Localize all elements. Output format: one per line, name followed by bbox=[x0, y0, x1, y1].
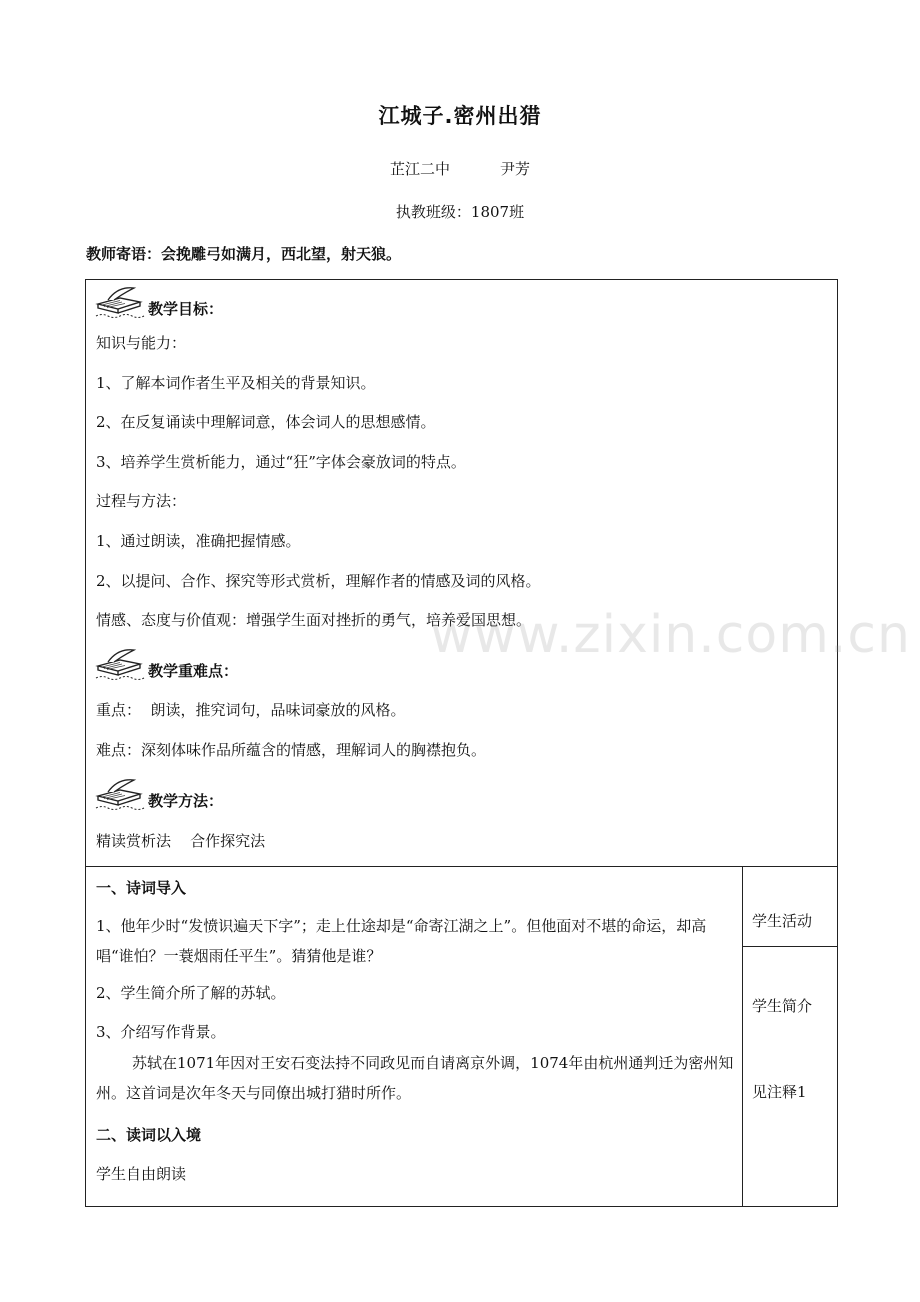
section-1-heading: 一、诗词导入 bbox=[96, 879, 187, 897]
school-name: 芷江二中 bbox=[389, 160, 450, 178]
process-item-1: 1、通过朗读，准确把握情感。 bbox=[96, 532, 301, 550]
teaching-process-table bbox=[85, 866, 838, 1207]
class-line: 执教班级：1807班 bbox=[395, 203, 525, 221]
ability-label: 知识与能力： bbox=[96, 334, 187, 352]
keypoints-heading-text: 教学重难点： bbox=[148, 662, 239, 680]
process-label: 过程与方法： bbox=[96, 492, 187, 510]
intro-item-2: 2、学生简介所了解的苏轼。 bbox=[96, 984, 286, 1002]
methods-line: 精读赏析法 合作探究法 bbox=[96, 832, 266, 850]
section-2-heading: 二、读词以入境 bbox=[96, 1126, 202, 1144]
attitude-line: 情感、态度与价值观：增强学生面对挫折的勇气，培养爱国思想。 bbox=[96, 611, 532, 629]
side-note-activity: 学生活动 bbox=[752, 912, 813, 930]
column-divider bbox=[742, 867, 743, 1206]
goals-heading-text: 教学目标： bbox=[148, 300, 224, 318]
side-row-divider bbox=[743, 946, 838, 947]
book-quill-icon bbox=[94, 284, 146, 318]
ability-item-2: 2、在反复诵读中理解词意，体会词人的思想感情。 bbox=[96, 413, 436, 431]
difficulty-line: 难点：深刻体味作品所蕴含的情感，理解词人的胸襟抱负。 bbox=[96, 741, 487, 759]
intro-item-3: 3、介绍写作背景。 bbox=[96, 1023, 226, 1041]
watermark-text: www.zixin.com.cn bbox=[430, 605, 911, 665]
book-quill-icon bbox=[94, 646, 146, 680]
process-item-2: 2、以提问、合作、探究等形式赏析，理解作者的情感及词的风格。 bbox=[96, 572, 541, 590]
ability-item-3: 3、培养学生赏析能力，通过“狂”字体会豪放词的特点。 bbox=[96, 453, 466, 471]
teacher-motto: 教师寄语：会挽雕弓如满月，西北望，射天狼。 bbox=[86, 245, 402, 263]
ability-item-1: 1、了解本词作者生平及相关的背景知识。 bbox=[96, 374, 376, 392]
reading-item: 学生自由朗读 bbox=[96, 1165, 187, 1183]
teacher-name: 尹芳 bbox=[500, 160, 531, 178]
document-title: 江城子.密州出猎 bbox=[378, 104, 542, 128]
school-teacher-line bbox=[0, 158, 920, 179]
book-quill-icon bbox=[94, 776, 146, 810]
side-note-annotation: 见注释1 bbox=[752, 1083, 807, 1101]
side-note-intro: 学生简介 bbox=[752, 997, 813, 1015]
objectives-box bbox=[85, 279, 838, 867]
focus-line: 重点： 朗读，推究词句，品味词豪放的风格。 bbox=[96, 701, 406, 719]
methods-heading-text: 教学方法： bbox=[148, 792, 224, 810]
background-paragraph: 苏轼在1071年因对王安石变法持不同政见而自请离京外调，1074年由杭州通判迁为密州知州。这首词是次年冬天与同僚出城打猎时所作。 bbox=[96, 1054, 734, 1102]
intro-question: 1、他年少时“发愤识遍天下字”；走上仕途却是“命寄江湖之上”。但他面对不堪的命运，却高唱“谁怕？一蓑烟雨任平生”。猜猜他是谁？ bbox=[96, 917, 707, 965]
